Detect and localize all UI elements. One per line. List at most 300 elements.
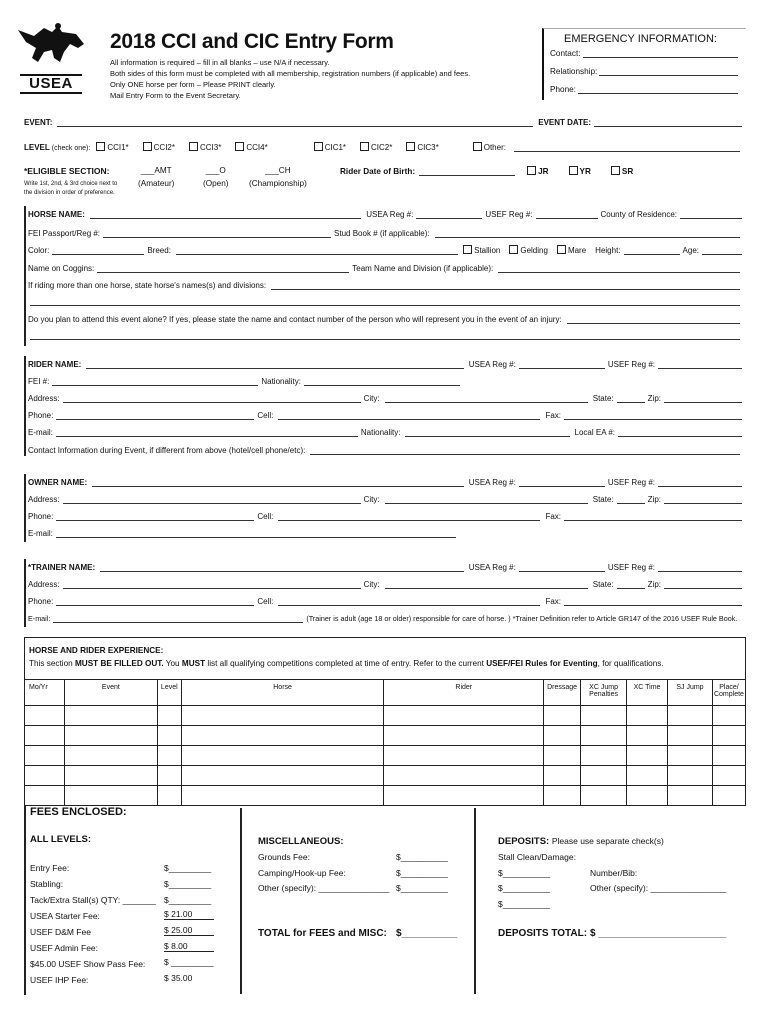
table-cell[interactable]: [384, 766, 544, 786]
experience-text: This section: [29, 659, 75, 668]
emergency-phone-field[interactable]: [578, 86, 738, 94]
table-cell[interactable]: [25, 746, 65, 766]
table-row: [25, 726, 746, 746]
table-cell[interactable]: [181, 786, 384, 806]
checkbox[interactable]: [314, 142, 323, 151]
logo-text: USEA: [20, 74, 82, 94]
experience-text-bold: MUST BE FILLED OUT.: [74, 659, 164, 668]
fee-tack-value[interactable]: $_________: [164, 895, 212, 905]
owner-usea-field[interactable]: [519, 479, 605, 487]
rider-contact-field[interactable]: [310, 447, 740, 455]
trainer-usef-field[interactable]: [658, 564, 742, 572]
trainer-phone-field[interactable]: [56, 598, 254, 606]
owner-state-field[interactable]: [617, 496, 645, 504]
table-cell[interactable]: [157, 746, 181, 766]
col-level: Level: [157, 680, 181, 706]
checkbox[interactable]: [360, 142, 369, 151]
trainer-usea-field[interactable]: [519, 564, 605, 572]
level-cci2[interactable]: [143, 142, 175, 152]
rider-name-label: RIDER NAME:: [28, 360, 82, 369]
trainer-email-field[interactable]: [53, 615, 303, 623]
rider-fax-label: Fax:: [545, 411, 561, 420]
col-event: Event: [64, 680, 157, 706]
table-cell[interactable]: [544, 766, 581, 786]
table-cell[interactable]: [627, 786, 668, 806]
table-cell[interactable]: [581, 726, 627, 746]
event-field[interactable]: [57, 119, 533, 127]
deposits-stall-label: Stall Clean/Damage:: [498, 852, 576, 862]
misc-camping-label: Camping/Hook-up Fee:: [258, 868, 346, 878]
level-cci4-label: CCI4*: [246, 143, 268, 152]
rider-city-field[interactable]: [385, 395, 588, 403]
horse-more-field[interactable]: [271, 282, 740, 290]
owner-phone-label: Phone:: [28, 512, 54, 521]
deposits-note: Please use separate check(s): [551, 836, 664, 846]
rider-usea-field[interactable]: [519, 361, 605, 369]
rider-address-label: Address:: [28, 394, 60, 403]
horse-breed-field[interactable]: [176, 247, 458, 255]
col-place: Place/ Complete: [712, 680, 745, 706]
table-row: [25, 746, 746, 766]
level-cic2-label: CIC2*: [371, 143, 393, 152]
alone-row-2: [28, 332, 742, 340]
event-row: [24, 118, 742, 127]
eligible-open[interactable]: [203, 166, 228, 188]
fee-dm-label: USEF D&M Fee: [30, 927, 91, 937]
level-cci1[interactable]: [96, 142, 128, 152]
col-xc-time: XC Time: [627, 680, 668, 706]
trainer-email-label: E-mail:: [28, 614, 51, 623]
rider-fei-field[interactable]: [52, 378, 258, 386]
rider-fax-field[interactable]: [564, 412, 742, 420]
owner-phone-field[interactable]: [56, 513, 254, 521]
fee-showpass-value[interactable]: $ _________: [164, 957, 214, 967]
table-cell[interactable]: [181, 726, 384, 746]
emergency-box: [542, 28, 746, 100]
rider-address-row: [28, 394, 742, 403]
fees-divider-mid: [240, 808, 242, 994]
col-sj-jump: SJ Jump: [667, 680, 712, 706]
emergency-contact-field[interactable]: [583, 50, 739, 58]
fee-stabling-label: Stabling:: [30, 879, 64, 889]
trainer-address-field[interactable]: [63, 581, 361, 589]
table-cell[interactable]: [544, 786, 581, 806]
eligible-ch-label: ___CH: [265, 166, 291, 175]
checkbox[interactable]: [473, 142, 482, 151]
trainer-state-label: State:: [592, 580, 614, 589]
horse-gelding[interactable]: [509, 245, 548, 255]
table-cell[interactable]: [25, 786, 65, 806]
rider-localea-label: Local EA #:: [574, 428, 615, 437]
trainer-name-field[interactable]: [100, 564, 464, 572]
owner-phone-row: [28, 512, 742, 521]
horse-more-row-2: [28, 298, 742, 306]
horse-mare[interactable]: [557, 245, 586, 255]
checkbox[interactable]: [143, 142, 152, 151]
table-cell[interactable]: [157, 706, 181, 726]
table-cell[interactable]: [157, 766, 181, 786]
owner-cell-field[interactable]: [278, 513, 540, 521]
eligible-label: *ELIGIBLE SECTION:: [24, 166, 110, 176]
misc-title: MISCELLANEOUS:: [258, 836, 344, 847]
emergency-contact-label: Contact:: [550, 49, 581, 58]
owner-zip-label: Zip:: [647, 495, 661, 504]
horse-name-field[interactable]: [90, 211, 361, 219]
rider-state-field[interactable]: [617, 395, 645, 403]
experience-table: [24, 679, 746, 806]
rider-dob-row: [340, 166, 633, 176]
emergency-title: EMERGENCY INFORMATION:: [564, 33, 717, 45]
horse-fei-label: FEI Passport/Reg #:: [28, 229, 101, 238]
rider-phone-row: [28, 411, 742, 420]
owner-address-label: Address:: [28, 495, 60, 504]
owner-cell-label: Cell:: [257, 512, 274, 521]
instruction-line: Mail Entry Form to the Event Secretary.: [110, 91, 241, 100]
horse-usef-field[interactable]: [536, 211, 598, 219]
rider-address-field[interactable]: [63, 395, 361, 403]
rider-city-label: City:: [363, 394, 380, 403]
horse-age-field[interactable]: [702, 247, 742, 255]
horse-gelding-label: Gelding: [520, 246, 548, 255]
experience-box: [24, 637, 746, 680]
horse-more-row: [28, 281, 742, 290]
owner-usef-field[interactable]: [658, 479, 742, 487]
deposits-bib-label: Number/Bib:: [590, 868, 638, 878]
rider-section: [24, 356, 744, 456]
checkbox[interactable]: [96, 142, 105, 151]
trainer-phone-label: Phone:: [28, 597, 54, 606]
owner-usef-label: USEF Reg #:: [607, 478, 655, 487]
rider-name-row: [28, 360, 742, 369]
experience-text: list all qualifying competitions completed at time of entry. Refer to the current: [205, 659, 487, 668]
rider-dob-field[interactable]: [419, 168, 515, 176]
eligible-note-line: the division in order of preference.: [24, 190, 115, 196]
rider-fei-label: FEI #:: [28, 377, 50, 386]
rider-zip-label: Zip:: [647, 394, 661, 403]
deposits-other-label[interactable]: Other (specify): ________________: [590, 883, 727, 893]
fees-divider-right: [474, 808, 476, 994]
trainer-usef-label: USEF Reg #:: [607, 563, 655, 572]
owner-email-field[interactable]: [56, 530, 456, 538]
table-cell[interactable]: [667, 746, 712, 766]
table-cell[interactable]: [64, 786, 157, 806]
level-cic2[interactable]: [360, 142, 392, 152]
rider-email-field[interactable]: [56, 429, 358, 437]
rider-usea-label: USEA Reg #:: [468, 360, 516, 369]
eligible-note-line: Write 1st, 2nd, & 3rd choice next to: [24, 181, 118, 187]
owner-zip-field[interactable]: [664, 496, 742, 504]
horse-fei-field[interactable]: [103, 230, 331, 238]
horse-section: [24, 206, 744, 346]
table-cell[interactable]: [181, 766, 384, 786]
table-cell[interactable]: [544, 726, 581, 746]
eligible-open-sub: (Open): [203, 179, 229, 188]
table-cell[interactable]: [384, 786, 544, 806]
table-cell[interactable]: [157, 786, 181, 806]
col-xc-jump: XC Jump Penalties: [581, 680, 627, 706]
level-cci4[interactable]: [235, 142, 267, 152]
event-date-field[interactable]: [594, 119, 742, 127]
fees-divider-left: [24, 805, 26, 995]
trainer-fax-field[interactable]: [564, 598, 742, 606]
emergency-phone-label: Phone:: [550, 85, 576, 94]
horse-usea-field[interactable]: [416, 211, 482, 219]
horse-more-label: If riding more than one horse, state horse's names(s) and divisions:: [28, 281, 267, 290]
trainer-address-row: [28, 580, 742, 589]
table-cell[interactable]: [667, 766, 712, 786]
owner-city-field[interactable]: [385, 496, 588, 504]
table-cell[interactable]: [25, 766, 65, 786]
deposit-line[interactable]: $__________: [498, 883, 551, 893]
age-jr-label: JR: [538, 167, 549, 176]
checkbox[interactable]: [406, 142, 415, 151]
level-other[interactable]: [473, 142, 506, 152]
rider-phone-label: Phone:: [28, 411, 54, 420]
rider-localea-field[interactable]: [618, 429, 742, 437]
table-cell[interactable]: [157, 726, 181, 746]
fee-stabling-value[interactable]: $_________: [164, 879, 212, 889]
checkbox[interactable]: [463, 245, 472, 254]
level-cci1-label: CCI1*: [107, 143, 129, 152]
table-cell[interactable]: [667, 706, 712, 726]
rider-name-field[interactable]: [86, 361, 463, 369]
table-cell[interactable]: [667, 726, 712, 746]
owner-city-label: City:: [363, 495, 380, 504]
fee-tack-label: Tack/Extra Stall(s) QTY: _______: [30, 895, 156, 905]
horse-age-label: Age:: [682, 246, 699, 255]
horse-stud-field[interactable]: [435, 230, 740, 238]
rider-nationality2-label: Nationality:: [360, 428, 401, 437]
checkbox[interactable]: [557, 245, 566, 254]
horse-team-label: Team Name and Division (if applicable):: [352, 264, 494, 273]
table-cell[interactable]: [581, 786, 627, 806]
fee-dm-value: $ 25.00: [164, 925, 214, 936]
level-check-note: (check one):: [51, 145, 91, 152]
deposit-line[interactable]: $__________: [498, 868, 551, 878]
rider-nationality2-field[interactable]: [405, 429, 569, 437]
misc-camping-value[interactable]: $__________: [396, 868, 449, 878]
experience-title: HORSE AND RIDER EXPERIENCE:: [29, 646, 164, 655]
horse-coggins-row: [28, 264, 742, 273]
table-cell[interactable]: [25, 706, 65, 726]
table-cell[interactable]: [384, 726, 544, 746]
horse-team-field[interactable]: [498, 265, 740, 273]
horse-name-row: [28, 210, 742, 219]
alone-field[interactable]: [567, 316, 740, 324]
eligible-note: [24, 180, 117, 198]
table-cell[interactable]: [181, 746, 384, 766]
checkbox[interactable]: [569, 166, 578, 175]
level-cic3-label: CIC3*: [417, 143, 439, 152]
rider-zip-field[interactable]: [664, 395, 742, 403]
level-other-field[interactable]: [514, 144, 740, 152]
rider-email-label: E-mail:: [28, 428, 53, 437]
rider-fei-row: [28, 377, 742, 386]
table-cell[interactable]: [667, 786, 712, 806]
owner-address-field[interactable]: [63, 496, 361, 504]
horse-stallion[interactable]: [463, 245, 500, 255]
fee-entry-label: Entry Fee:: [30, 863, 70, 873]
table-cell[interactable]: [64, 746, 157, 766]
rider-usef-field[interactable]: [658, 361, 742, 369]
fee-admin-value: $ 8.00: [164, 941, 214, 952]
table-row: [25, 786, 746, 806]
event-date-label: EVENT DATE:: [538, 118, 591, 127]
table-cell[interactable]: [712, 726, 745, 746]
fee-admin-label: USEF Admin Fee:: [30, 943, 99, 953]
trainer-fax-label: Fax:: [545, 597, 561, 606]
rider-cell-label: Cell:: [257, 411, 274, 420]
trainer-phone-row: [28, 597, 742, 606]
col-horse: Horse: [181, 680, 384, 706]
rider-phone-field[interactable]: [56, 412, 254, 420]
fee-starter-label: USEA Starter Fee:: [30, 911, 100, 921]
event-label: EVENT:: [24, 118, 53, 127]
horse-height-field[interactable]: [624, 247, 680, 255]
experience-text: , for qualifications.: [597, 659, 664, 668]
table-cell[interactable]: [712, 766, 745, 786]
trainer-email-row: [28, 614, 742, 623]
checkbox[interactable]: [611, 166, 620, 175]
table-cell[interactable]: [712, 786, 745, 806]
fee-starter-value: $ 21.00: [164, 909, 214, 920]
fees-all-levels: ALL LEVELS:: [30, 834, 92, 845]
instruction-line: Only ONE horse per form – Please PRINT clearly.: [110, 80, 276, 89]
checkbox[interactable]: [189, 142, 198, 151]
table-cell[interactable]: [64, 766, 157, 786]
owner-email-label: E-mail:: [28, 529, 53, 538]
total-label: TOTAL for FEES and MISC:: [258, 928, 387, 939]
col-dressage: Dressage: [544, 680, 581, 706]
level-cci2-label: CCI2*: [153, 143, 175, 152]
age-yr[interactable]: [569, 166, 591, 176]
eligible-amt-label: ___AMT: [140, 166, 172, 175]
horse-breed-label: Breed:: [147, 246, 171, 255]
horse-county-field[interactable]: [680, 211, 742, 219]
misc-grounds-value[interactable]: $__________: [396, 852, 449, 862]
table-cell[interactable]: [384, 746, 544, 766]
eligible-open-label: ___O: [205, 166, 226, 175]
instruction-line: All information is required – fill in all blanks – use N/A if necessary.: [110, 58, 330, 67]
misc-other-value[interactable]: $__________: [396, 883, 449, 893]
deposits-total-value[interactable]: $ _______________________: [590, 928, 727, 939]
experience-text-bold: MUST: [181, 659, 206, 668]
table-cell[interactable]: [627, 706, 668, 726]
table-cell[interactable]: [544, 746, 581, 766]
alone-row: [28, 315, 742, 324]
horse-color-label: Color:: [28, 246, 50, 255]
table-cell[interactable]: [581, 706, 627, 726]
deposits-header: [498, 836, 664, 847]
instruction-line: Both sides of this form must be completed with all membership, registration numbers (if applicable) and fees.: [110, 69, 471, 78]
form-title: 2018 CCI and CIC Entry Form: [110, 30, 394, 53]
trainer-address-label: Address:: [28, 580, 60, 589]
table-cell[interactable]: [64, 706, 157, 726]
misc-other-label: Other (specify): _______________: [258, 883, 390, 893]
eligible-championship[interactable]: [249, 166, 307, 188]
horse-coggins-field[interactable]: [97, 265, 349, 273]
alone-field-2[interactable]: [30, 332, 740, 340]
checkbox[interactable]: [509, 245, 518, 254]
level-cic1[interactable]: [314, 142, 346, 152]
horse-color-row: [28, 245, 742, 255]
level-cic3[interactable]: [406, 142, 438, 152]
rider-contact-label: Contact Information during Event, if different from above (hotel/cell phone/etc):: [28, 446, 306, 455]
total-value[interactable]: $__________: [396, 928, 458, 939]
table-cell[interactable]: [712, 706, 745, 726]
trainer-usea-label: USEA Reg #:: [468, 563, 516, 572]
owner-fax-field[interactable]: [564, 513, 742, 521]
eligible-amt-sub: (Amateur): [138, 179, 175, 188]
level-cci3[interactable]: [189, 142, 221, 152]
owner-name-field[interactable]: [92, 479, 464, 487]
table-cell[interactable]: [627, 726, 668, 746]
table-cell[interactable]: [544, 706, 581, 726]
level-label: LEVEL: [24, 143, 50, 152]
trainer-city-field[interactable]: [385, 581, 588, 589]
table-cell[interactable]: [25, 726, 65, 746]
col-rider: Rider: [384, 680, 544, 706]
rider-cell-field[interactable]: [278, 412, 540, 420]
owner-name-label: OWNER NAME:: [28, 478, 88, 487]
rider-nationality-label: Nationality:: [261, 377, 301, 386]
trainer-name-row: [28, 563, 742, 572]
horse-color-field[interactable]: [52, 247, 144, 255]
fee-entry-value[interactable]: $_________: [164, 863, 212, 873]
horse-height-label: Height:: [595, 246, 621, 255]
eligible-amt[interactable]: [138, 166, 174, 188]
checkbox[interactable]: [527, 166, 536, 175]
trainer-cell-label: Cell:: [257, 597, 274, 606]
table-row: [25, 706, 746, 726]
age-yr-label: YR: [579, 167, 591, 176]
table-cell[interactable]: [181, 706, 384, 726]
table-cell[interactable]: [581, 746, 627, 766]
table-cell[interactable]: [627, 746, 668, 766]
horse-mare-label: Mare: [567, 246, 587, 255]
trainer-cell-field[interactable]: [278, 598, 540, 606]
deposit-line[interactable]: $__________: [498, 899, 551, 909]
table-cell[interactable]: [627, 766, 668, 786]
owner-email-row: [28, 529, 742, 538]
table-cell[interactable]: [384, 706, 544, 726]
experience-instructions: [29, 659, 664, 668]
fees-title: FEES ENCLOSED:: [30, 806, 127, 818]
level-row: [24, 142, 742, 152]
table-cell[interactable]: [712, 746, 745, 766]
rider-nationality-field[interactable]: [304, 378, 460, 386]
table-cell[interactable]: [581, 766, 627, 786]
age-jr[interactable]: [527, 166, 548, 176]
owner-state-label: State:: [592, 495, 614, 504]
horse-more-field-2[interactable]: [30, 298, 740, 306]
age-sr[interactable]: [611, 166, 633, 176]
owner-name-row: [28, 478, 742, 487]
owner-address-row: [28, 495, 742, 504]
emergency-relationship-label: Relationship:: [550, 67, 598, 76]
table-row: [25, 766, 746, 786]
fee-ihp-label: USEF IHP Fee:: [30, 975, 89, 985]
emergency-phone-row: [550, 85, 740, 94]
checkbox[interactable]: [235, 142, 244, 151]
trainer-state-field[interactable]: [617, 581, 645, 589]
emergency-relationship-row: [550, 67, 740, 76]
instructions: [110, 57, 470, 101]
trainer-zip-field[interactable]: [664, 581, 742, 589]
table-cell[interactable]: [64, 726, 157, 746]
emergency-relationship-field[interactable]: [599, 68, 738, 76]
fee-ihp-value: $ 35.00: [164, 973, 193, 983]
